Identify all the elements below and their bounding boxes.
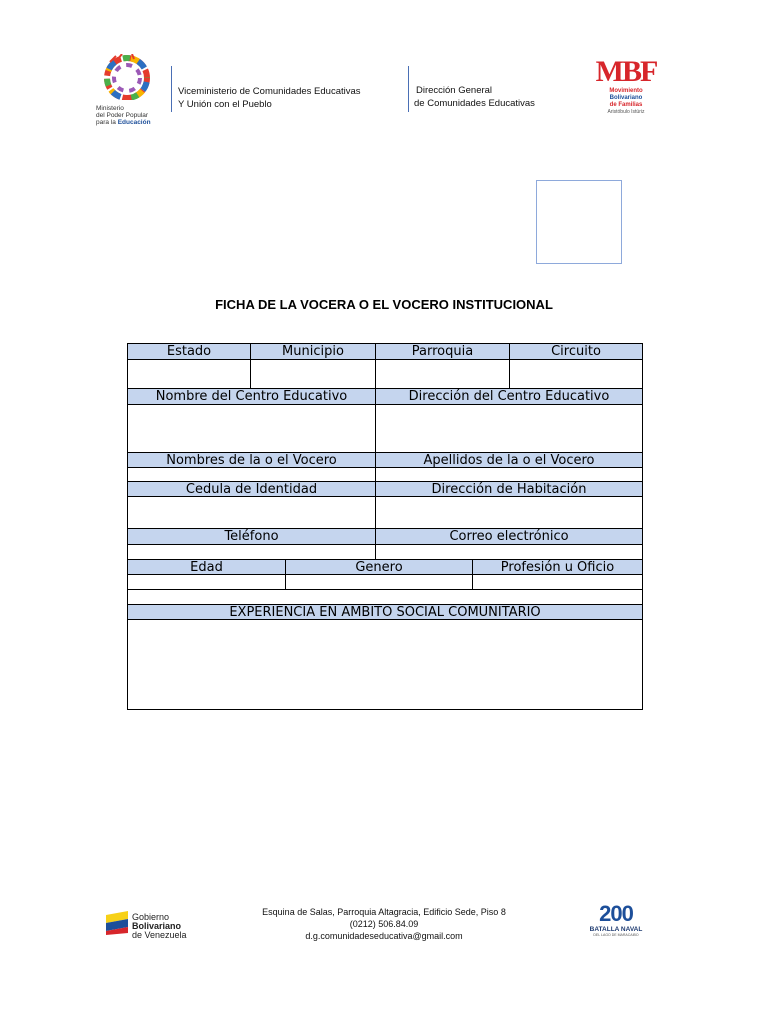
telefono-field[interactable]: [128, 545, 376, 559]
school-input-row: [128, 405, 642, 453]
vocero-form: [127, 343, 643, 710]
badge-line1: BATALLA NAVAL: [589, 926, 643, 933]
badge-number: 200: [599, 901, 633, 926]
telefono-label: Teléfono: [128, 529, 376, 544]
cedula-field[interactable]: [128, 497, 376, 528]
school-header-row: [128, 389, 642, 405]
gob-line2: Bolivariano: [132, 921, 182, 931]
direction-line2: de Comunidades Educativas: [414, 98, 535, 109]
footer-phone: (0212) 506.84.09: [349, 919, 419, 929]
location-input-row: [128, 360, 642, 389]
blank-row: [128, 590, 642, 605]
id-input-row: [128, 497, 642, 529]
direction-line1: Dirección General: [416, 85, 493, 96]
names-header-row: [128, 453, 642, 468]
estado-field[interactable]: [128, 360, 251, 388]
mbf-mark: MBF: [595, 55, 657, 88]
page-title: FICHA DE LA VOCERA O EL VOCERO INSTITUCIONAL: [215, 297, 553, 312]
ministry-logo-line3-prefix: para la: [96, 119, 116, 126]
viceministry-line1: Viceministerio de Comunidades Educativas: [178, 86, 361, 97]
circuito-field[interactable]: [510, 360, 642, 388]
gob-line3: de Venezuela: [132, 930, 187, 940]
ministry-logo-line3-bold: Educación: [117, 119, 151, 126]
mbf-line3: de Familias: [609, 102, 643, 108]
photo-box: [536, 180, 622, 264]
experiencia-field[interactable]: [128, 620, 642, 709]
header-divider-1: [171, 66, 172, 112]
profesion-label: Profesión u Oficio: [500, 560, 615, 574]
direccion-centro-label: Dirección del Centro Educativo: [408, 389, 610, 404]
profesion-field[interactable]: [473, 575, 642, 589]
genero-label: Genero: [286, 560, 473, 574]
names-input-row: [128, 468, 642, 482]
experience-header-row: [128, 605, 642, 620]
experiencia-label: EXPERIENCIA EN AMBITO SOCIAL COMUNITARIO: [229, 605, 541, 619]
gob-line1: Gobierno: [132, 912, 170, 922]
batalla-naval-badge: [588, 902, 644, 942]
apellidos-vocero-field[interactable]: [376, 468, 642, 481]
viceministry-heading: [178, 85, 361, 111]
id-header-row: [128, 482, 642, 497]
ministry-logo-line1: Ministerio: [96, 105, 124, 112]
edad-label: Edad: [128, 560, 286, 574]
mbf-logo: [594, 56, 658, 124]
parroquia-label: Parroquia: [376, 344, 510, 359]
correo-label: Correo electrónico: [449, 529, 569, 544]
correo-field[interactable]: [376, 545, 642, 559]
badge-line2: DEL LAGO DE MARACAIBO: [593, 933, 639, 937]
municipio-field[interactable]: [251, 360, 376, 388]
nombres-vocero-label: Nombres de la o el Vocero: [128, 453, 376, 467]
mbf-line1: Movimiento: [609, 88, 643, 94]
direccion-habitacion-label: Dirección de Habitación: [431, 482, 587, 496]
personal-input-row: [128, 575, 642, 590]
direccion-habitacion-field[interactable]: [376, 497, 642, 528]
edad-field[interactable]: [128, 575, 286, 589]
mbf-line4: Aristóbulo Istúriz: [607, 109, 645, 115]
ministry-logo: [96, 54, 160, 124]
contact-header-row: [128, 529, 642, 545]
nombre-centro-field[interactable]: [128, 405, 376, 452]
contact-input-row: [128, 545, 642, 560]
apellidos-vocero-label: Apellidos de la o el Vocero: [423, 453, 595, 467]
footer-address: Esquina de Salas, Parroquia Altagracia, Edificio Sede, Piso 8: [262, 907, 506, 917]
header-divider-2: [408, 66, 409, 112]
ministry-logo-line2: del Poder Popular: [96, 112, 149, 119]
genero-field[interactable]: [286, 575, 473, 589]
footer-contact: [0, 906, 768, 942]
nombre-centro-label: Nombre del Centro Educativo: [128, 389, 376, 404]
nombres-vocero-field[interactable]: [128, 468, 376, 481]
direction-heading: [414, 84, 535, 110]
location-header-row: [128, 344, 642, 360]
mbf-line2: Bolivariano: [609, 95, 643, 101]
footer-email: d.g.comunidadeseducativa@gmail.com: [305, 931, 463, 941]
circuito-label: Circuito: [551, 344, 601, 359]
direccion-centro-field[interactable]: [376, 405, 642, 452]
cedula-label: Cedula de Identidad: [128, 482, 376, 496]
ministry-emblem-icon: [96, 54, 158, 100]
personal-header-row: [128, 560, 642, 575]
municipio-label: Municipio: [251, 344, 376, 359]
viceministry-line2: Y Unión con el Pueblo: [178, 99, 272, 110]
parroquia-field[interactable]: [376, 360, 510, 388]
estado-label: Estado: [128, 344, 251, 359]
